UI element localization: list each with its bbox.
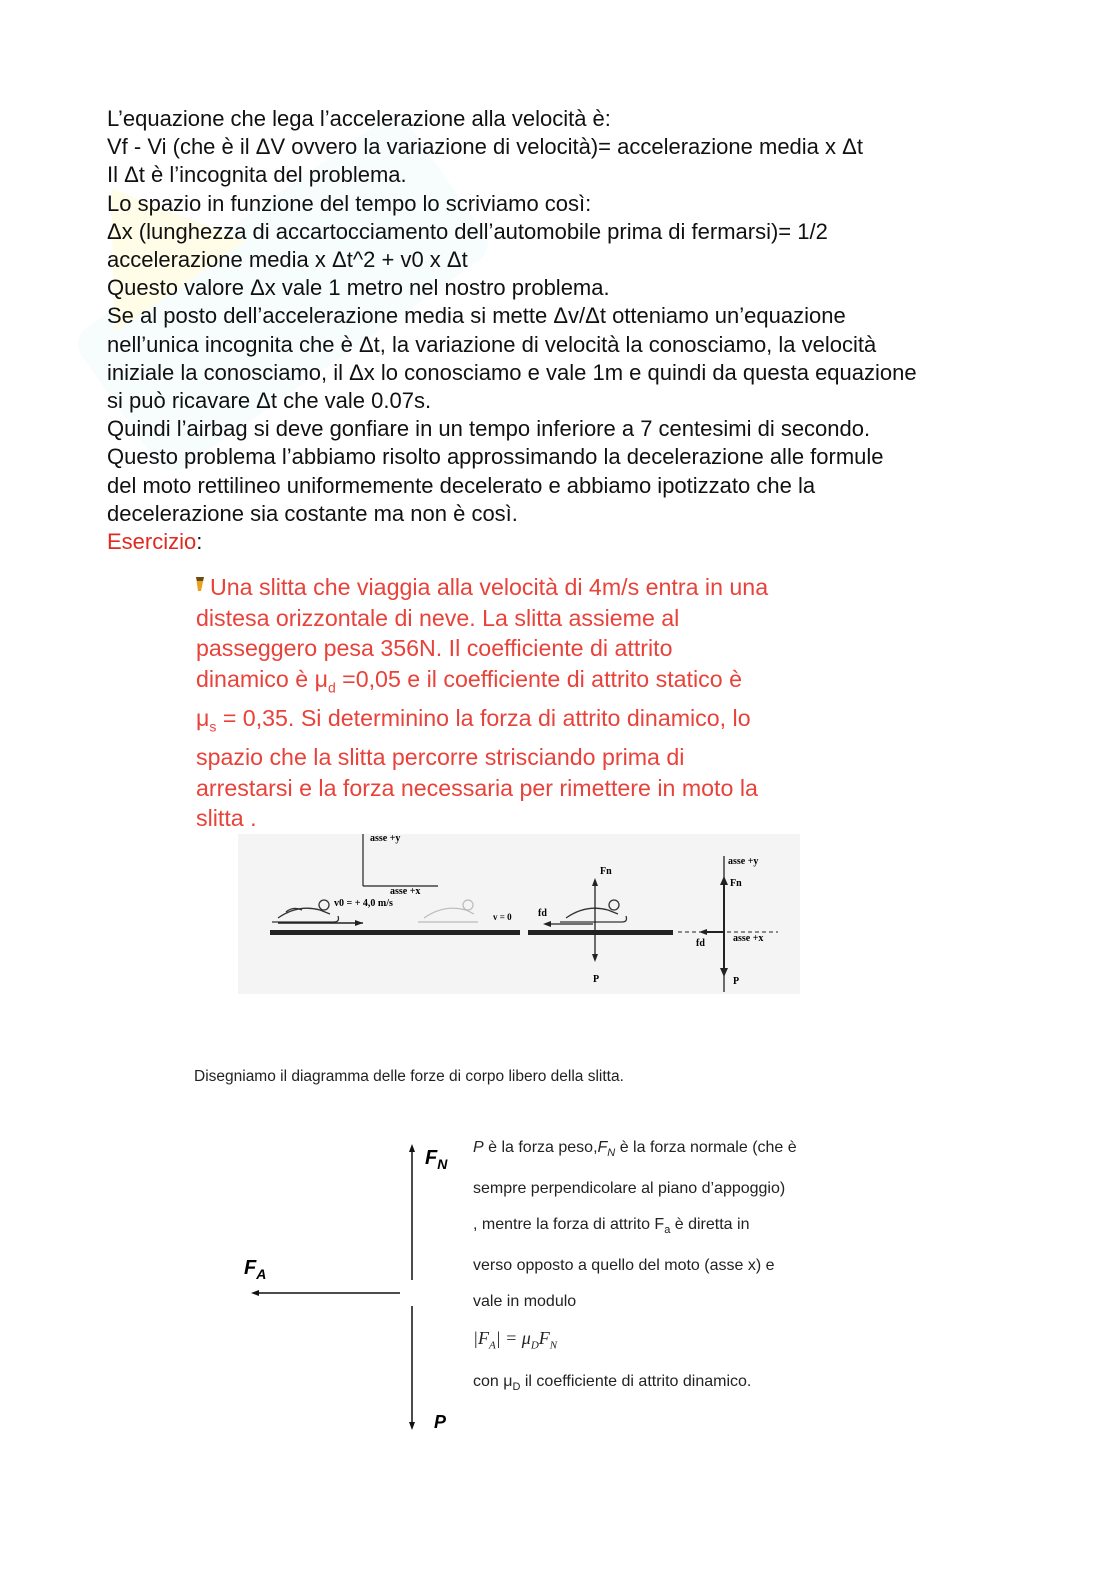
- mu-d-subscript: d: [327, 679, 336, 696]
- description-line: sempre perpendicolare al piano d’appoggio): [473, 1180, 786, 1198]
- fbd-caption: Disegniamo il diagramma delle forze di corpo libero della slitta.: [194, 1068, 624, 1085]
- description-text: con μ: [473, 1372, 513, 1390]
- paragraph-line: del moto rettilineo uniformemente decelerato e abbiamo ipotizzato che la: [107, 472, 816, 498]
- problem-line: [196, 572, 876, 603]
- problem-line: [196, 703, 876, 742]
- exercise-heading: [107, 528, 1067, 556]
- axis-y-label: asse +y: [370, 834, 401, 844]
- fn-symbol: F: [597, 1139, 608, 1156]
- paragraph-line: Δx (lunghezza di accartocciamento dell’automobile prima di fermarsi)= 1/2: [107, 218, 828, 244]
- formula-sub: N: [549, 1339, 558, 1352]
- p-label: P: [593, 974, 600, 985]
- problem-line: slitta .: [196, 805, 257, 832]
- p-arrowhead: [409, 1422, 415, 1430]
- free-body-diagram: [230, 1130, 470, 1450]
- ground-right: [528, 930, 673, 935]
- paragraph-line: nell’unica incognita che è Δt, la variazione di velocità la conosciamo, la velocità: [107, 331, 877, 357]
- paragraph-line: accelerazione media x Δt^2 + v0 x Δt: [107, 247, 468, 273]
- description-text: , mentre la forza di attrito F: [473, 1216, 665, 1234]
- description-line: [473, 1130, 873, 1171]
- paragraph-line: si può ricavare Δt che vale 0.07s.: [107, 388, 432, 414]
- sled-ghost: [418, 900, 478, 922]
- sled-illustration: [238, 834, 800, 994]
- fa-subscript: a: [664, 1224, 671, 1237]
- description-text: è diretta in: [670, 1216, 750, 1234]
- fn-arrowhead: [409, 1144, 415, 1152]
- sled-moving: [272, 900, 339, 922]
- fbd-description: [473, 1130, 873, 1405]
- sled-stopping: [560, 900, 627, 922]
- p-symbol: P: [473, 1139, 484, 1156]
- description-line: [473, 1207, 873, 1248]
- description-line: verso opposto a quello del moto (asse x) e: [473, 1257, 775, 1275]
- problem-text: dinamico è μ: [196, 665, 328, 692]
- paragraph-line: Quindi l’airbag si deve gonfiare in un tempo inferiore a 7 centesimi di secondo.: [107, 416, 871, 442]
- right-axis-y-label: asse +y: [728, 856, 759, 867]
- description-text: è la forza normale (che è: [615, 1139, 797, 1156]
- problem-text: Una slitta che viaggia alla velocità di 4m/s entra in una: [210, 574, 769, 600]
- description-text: è la forza peso,: [483, 1139, 598, 1156]
- paragraph-line: decelerazione sia costante ma non è così.: [107, 500, 518, 526]
- paragraph-line: Vf - Vi (che è il ΔV ovvero la variazione di velocità)= accelerazione media x Δt: [107, 134, 863, 160]
- problem-line: spazio che la slitta percorre strisciando prima di: [196, 744, 685, 771]
- paragraph-line: L’equazione che lega l’accelerazione alla velocità è:: [107, 106, 611, 131]
- p-label: P: [434, 1412, 447, 1432]
- paragraph-line: Se al posto dell’accelerazione media si mette Δv/Δt otteniamo un’equazione: [107, 303, 846, 329]
- friction-formula: [473, 1320, 873, 1364]
- fd-label: fd: [538, 908, 547, 919]
- formula-sub: A: [488, 1339, 496, 1352]
- exercise-label: Esercizio: [107, 529, 197, 555]
- description-line: [473, 1364, 873, 1405]
- v-zero-label: v = 0: [493, 912, 512, 922]
- problem-text: μ: [196, 705, 210, 732]
- problem-statement: [196, 572, 876, 834]
- description-line: vale in modulo: [473, 1293, 577, 1311]
- fa-arrowhead: [251, 1290, 259, 1296]
- problem-line: distesa orizzontale di neve. La slitta assieme al: [196, 604, 680, 631]
- paragraph-line: Questo valore Δx vale 1 metro nel nostro problema.: [107, 275, 610, 301]
- fn-label: $F_N$: [425, 1147, 448, 1172]
- right-fd-label: fd: [696, 938, 705, 949]
- body-text: [107, 105, 1067, 556]
- formula-sub: D: [530, 1339, 539, 1352]
- problem-text: =0,05 e il coefficiente di attrito statico è: [335, 665, 742, 692]
- right-p-label: P: [733, 976, 740, 987]
- fn-subscript: N: [607, 1147, 616, 1160]
- axis-x-label: asse +x: [390, 886, 421, 897]
- paragraph-line: Lo spazio in funzione del tempo lo scriviamo così:: [107, 190, 592, 216]
- mu-s-subscript: s: [209, 718, 217, 735]
- problem-line: passeggero pesa 356N. Il coefficiente di attrito: [196, 635, 673, 662]
- fn-label: Fn: [600, 866, 612, 877]
- paragraph-line: Questo problema l’abbiamo risolto approssimando la decelerazione alle formule: [107, 444, 884, 470]
- description-text: il coefficiente di attrito dinamico.: [520, 1372, 752, 1390]
- fa-label: $F_A$: [244, 1257, 267, 1282]
- pencil-icon: [195, 577, 205, 591]
- mu-d-subscript: D: [512, 1381, 521, 1394]
- formula-part: |F: [473, 1328, 489, 1349]
- problem-line: arrestarsi e la forza necessaria per rimettere in moto la: [196, 774, 758, 801]
- formula-part: F: [538, 1328, 550, 1349]
- formula-part: | = μ: [495, 1328, 531, 1349]
- problem-text: = 0,35. Si determinino la forza di attrito dinamico, lo: [216, 705, 751, 732]
- v0-label: v0 = + 4,0 m/s: [334, 898, 393, 909]
- problem-line: [196, 664, 876, 703]
- paragraph-line: Il Δt è l’incognita del problema.: [107, 162, 407, 188]
- exercise-colon: :: [196, 529, 203, 555]
- right-axis-x-label: asse +x: [733, 933, 764, 944]
- paragraph-line: iniziale la conosciamo, il Δx lo conosciamo e vale 1m e quindi da questa equazione: [107, 359, 917, 385]
- right-fn-label: Fn: [730, 878, 742, 889]
- ground-left: [270, 930, 520, 935]
